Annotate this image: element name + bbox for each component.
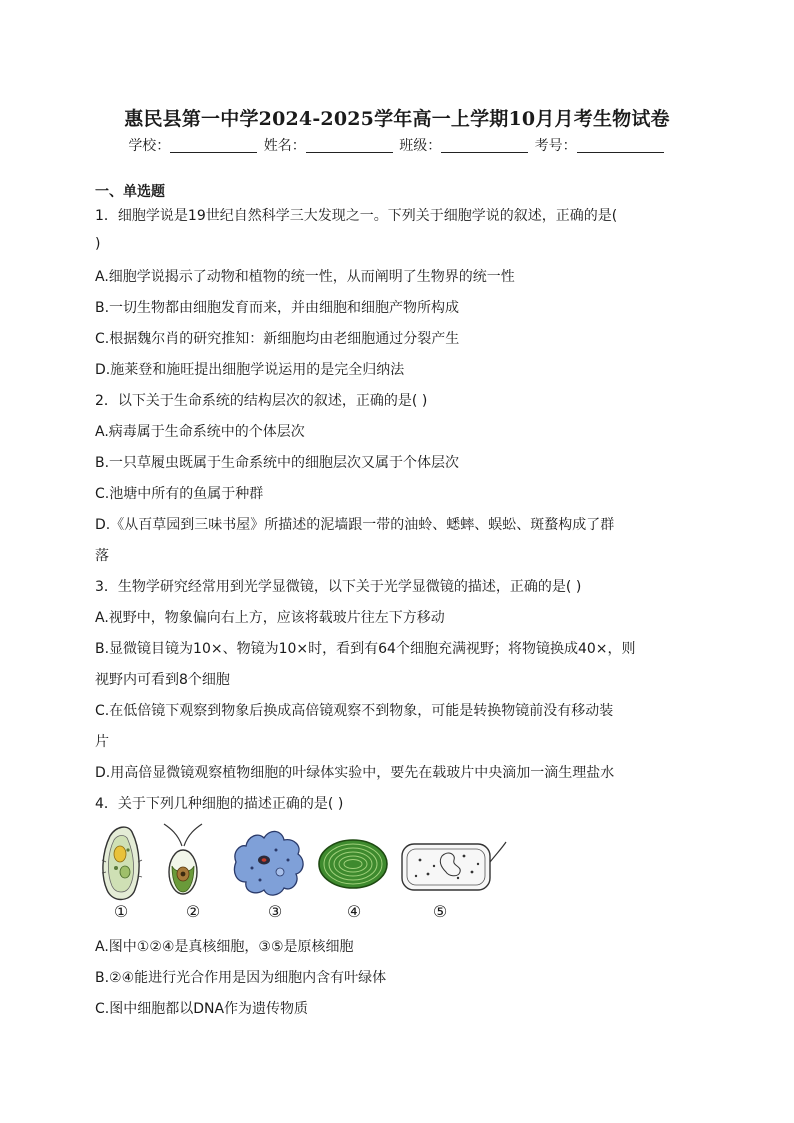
class-blank[interactable]	[441, 138, 528, 153]
class-label: 班级：	[399, 138, 442, 154]
q4-option-b: B.②④能进行光合作用是因为细胞内含有叶绿体	[95, 970, 387, 986]
q3-option-a: A.视野中，物象偏向右上方，应该将载玻片往左下方移动	[95, 610, 445, 626]
q3-option-b-line-2: 视野内可看到8个细胞	[95, 672, 230, 688]
cell-2-algae-icon	[158, 822, 208, 902]
figure-label-1: ①	[113, 902, 129, 921]
q3-option-c-line-1: C.在低倍镜下观察到物象后换成高倍镜观察不到物象，可能是转换物镜前没有移动装	[95, 703, 614, 719]
q1-option-d: D.施莱登和施旺提出细胞学说运用的是完全归纳法	[95, 362, 405, 378]
figure-label-4: ④	[346, 902, 362, 921]
q2-option-a: A.病毒属于生命系统中的个体层次	[95, 424, 305, 440]
q2-stem: 2．以下关于生命系统的结构层次的叙述，正确的是( )	[95, 393, 428, 409]
exam-number-label: 考号：	[534, 138, 577, 154]
name-blank[interactable]	[306, 138, 393, 153]
q4-option-c: C.图中细胞都以DNA作为遗传物质	[95, 1001, 309, 1017]
cell-figures	[98, 822, 518, 932]
student-info-row	[0, 135, 794, 155]
section-heading: 一、单选题	[95, 184, 165, 200]
q2-option-d-line-2: 落	[95, 548, 109, 564]
cell-1-protist-icon	[98, 822, 148, 902]
name-label: 姓名：	[263, 138, 306, 154]
school-label: 学校：	[128, 138, 171, 154]
q1-option-a: A.细胞学说揭示了动物和植物的统一性，从而阐明了生物界的统一性	[95, 269, 515, 285]
q1-stem-line-1: 1．细胞学说是19世纪自然科学三大发现之一。下列关于细胞学说的叙述，正确的是(	[95, 208, 618, 224]
exam-title: 惠民县第一中学2024-2025学年高一上学期10月月考生物试卷	[124, 108, 670, 130]
q1-stem-line-2: )	[95, 236, 101, 252]
q3-option-c-line-2: 片	[95, 734, 109, 750]
q1-option-b: B.一切生物都由细胞发育而来，并由细胞和细胞产物所构成	[95, 300, 460, 316]
q3-stem: 3．生物学研究经常用到光学显微镜，以下关于光学显微镜的描述，正确的是( )	[95, 579, 582, 595]
q1-option-c: C.根据魏尔肖的研究推知：新细胞均由老细胞通过分裂产生	[95, 331, 460, 347]
exam-number-blank[interactable]	[577, 138, 664, 153]
cell-4-plant-cell-icon	[316, 822, 390, 902]
q4-option-a: A.图中①②④是真核细胞，③⑤是原核细胞	[95, 939, 354, 955]
q3-option-b-line-1: B.显微镜目镜为10×、物镜为10×时，看到有64个细胞充满视野；将物镜换成40×，则	[95, 641, 636, 657]
q4-stem: 4．关于下列几种细胞的描述正确的是( )	[95, 796, 344, 812]
q2-option-c: C.池塘中所有的鱼属于种群	[95, 486, 264, 502]
q2-option-b: B.一只草履虫既属于生命系统中的细胞层次又属于个体层次	[95, 455, 460, 471]
school-blank[interactable]	[170, 138, 257, 153]
figure-label-5: ⑤	[432, 902, 448, 921]
cell-5-bacterium-icon	[398, 822, 508, 902]
cell-3-amoeba-icon	[230, 822, 308, 902]
q2-option-d-line-1: D.《从百草园到三味书屋》所描述的泥墙跟一带的油蛉、蟋蟀、蜈蚣、斑蝥构成了群	[95, 517, 615, 533]
figure-label-2: ②	[185, 902, 201, 921]
figure-label-3: ③	[267, 902, 283, 921]
q3-option-d: D.用高倍显微镜观察植物细胞的叶绿体实验中，要先在载玻片中央滴加一滴生理盐水	[95, 765, 615, 781]
